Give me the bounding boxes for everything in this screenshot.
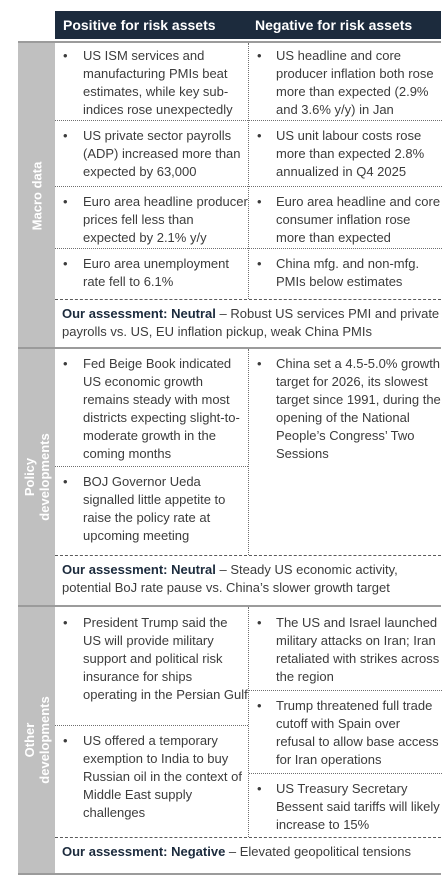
section-label-text: Other developments bbox=[21, 696, 52, 784]
assessment-label: Our assessment: Negative bbox=[62, 844, 226, 859]
list-item: • Euro area unemployment rate fell to 6.1% bbox=[55, 255, 248, 291]
list-item: • US unit labour costs rose more than expected 2.8% annualized in Q4 2025 bbox=[249, 127, 442, 181]
section-policy-developments bbox=[18, 347, 441, 605]
assessment bbox=[55, 555, 441, 606]
section-other-developments bbox=[18, 605, 441, 875]
section-label bbox=[18, 349, 55, 605]
assessment-text: – Steady US economic activity, potential BoJ rate pause vs. China’s slower growth target bbox=[62, 562, 398, 595]
section-label bbox=[18, 607, 55, 873]
list-item: • The US and Israel launched military attacks on Iran; Iran retaliated with strikes across the region bbox=[249, 614, 442, 686]
list-item: • US Treasury Secretary Bessent said tariffs will likely increase to 15% bbox=[249, 780, 442, 834]
list-item: • Euro area headline producer prices fell less than expected by 2.1% y/y bbox=[55, 193, 248, 247]
list-item: • US ISM services and manufacturing PMIs beat estimates, while key sub-indices rose unexpectedly bbox=[55, 47, 248, 119]
section-macro-data bbox=[18, 41, 441, 349]
section-label bbox=[18, 43, 55, 349]
list-item: • US private sector payrolls (ADP) increased more than expected by 63,000 bbox=[55, 127, 248, 181]
list-item: • President Trump said the US will provide military support and political risk insurance for ships operating in the Persian Gulf bbox=[55, 614, 248, 704]
list-item: • US offered a temporary exemption to India to buy Russian oil in the context of Middle East supply challenges bbox=[55, 732, 248, 822]
assessment bbox=[55, 837, 441, 872]
assessment bbox=[55, 299, 441, 350]
list-item: • BOJ Governor Ueda signalled little appetite to raise the policy rate at upcoming meeting bbox=[55, 473, 248, 545]
table-header bbox=[55, 11, 441, 39]
negative-column-header: Negative for risk assets bbox=[255, 17, 413, 33]
section-label-text: Policy developments bbox=[21, 433, 52, 521]
list-item: • Trump threatened full trade cutoff with Spain over refusal to allow base access for Iran operations bbox=[249, 697, 442, 769]
positive-column-header: Positive for risk assets bbox=[63, 17, 216, 33]
assessment-text: – Elevated geopolitical tensions bbox=[225, 844, 412, 859]
assessment-label: Our assessment: Neutral bbox=[62, 306, 216, 321]
section-label-text: Macro data bbox=[29, 161, 44, 231]
assessment-label: Our assessment: Neutral bbox=[62, 562, 216, 577]
list-item: • Fed Beige Book indicated US economic growth remains steady with most districts expecting slight-to-moderate growth in the coming months bbox=[55, 355, 248, 463]
list-item: • Euro area headline and core consumer inflation rose more than expected bbox=[249, 193, 442, 247]
assessment-text: – Robust US services PMI and private payrolls vs. US, EU inflation pickup, weak China PMIs bbox=[62, 306, 440, 339]
list-item: • China mfg. and non-mfg. PMIs below estimates bbox=[249, 255, 442, 291]
list-item: • US headline and core producer inflation both rose more than expected (2.9% and 3.6% y/y) in Jan bbox=[249, 47, 442, 119]
list-item: • China set a 4.5-5.0% growth target for 2026, its slowest target since 1991, during the opening of the National People’s Congress’ Two Sessions bbox=[249, 355, 442, 463]
